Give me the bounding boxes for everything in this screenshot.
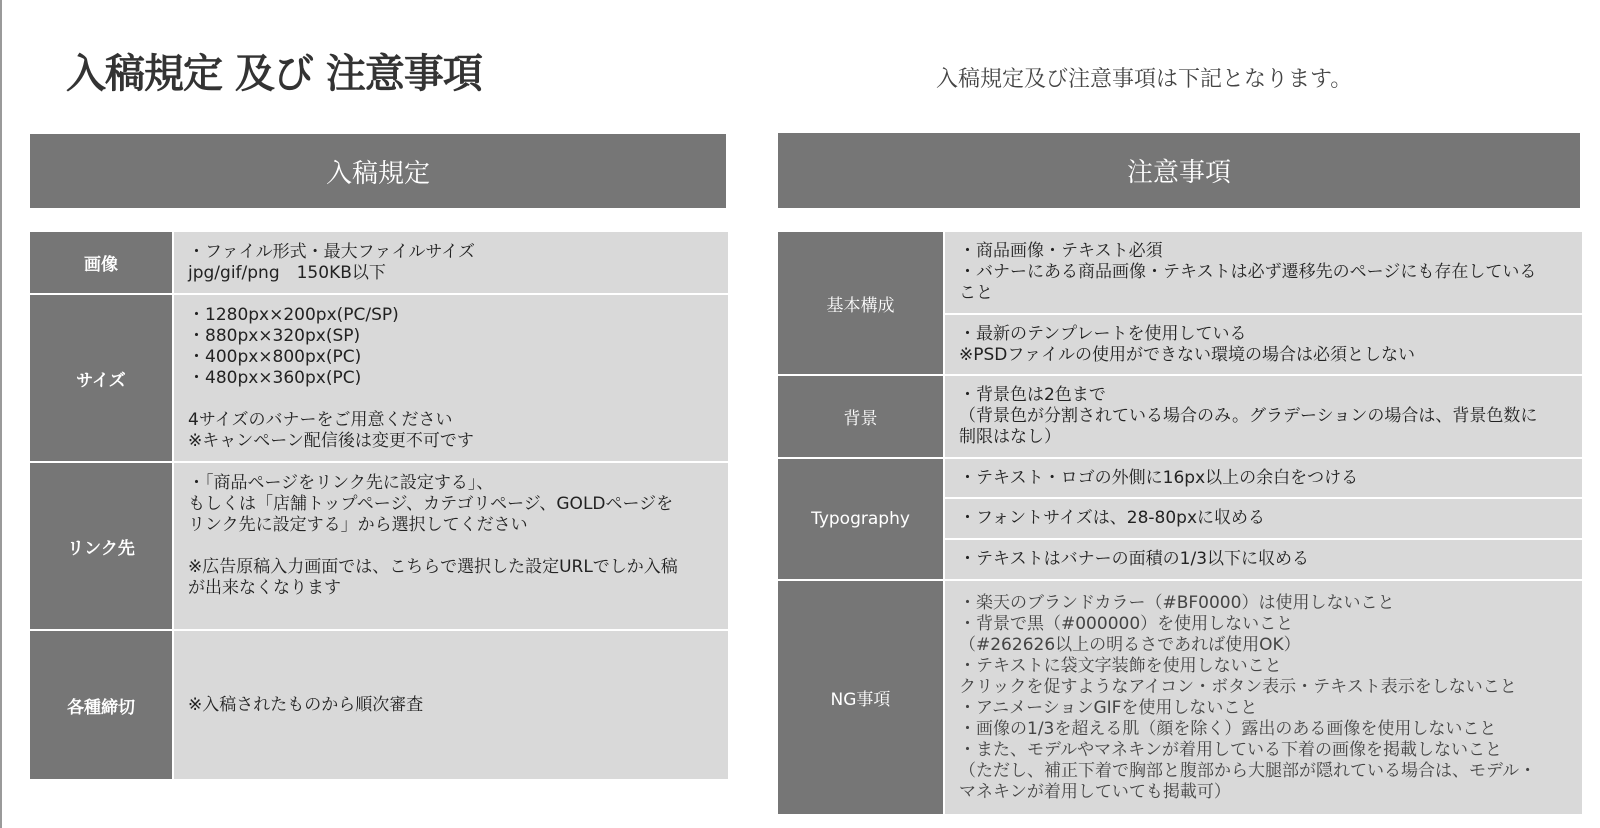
rules-row-deadline [29,630,729,780]
rules-link-line: が出来なくなります [188,578,341,598]
rules-row-image [29,231,729,294]
rules-content-size [173,294,729,462]
notes-row-background [777,375,1583,458]
notes-basic-line: ・バナーにある商品画像・テキストは必ず遷移先のページにも存在している [959,262,1537,282]
rules-link-line: ・「商品ページをリンク先に設定する」、 [188,473,494,493]
notes-heading: 注意事項 [1126,158,1231,188]
notes-content-typography-3 [944,539,1583,580]
notes-row-ng [777,580,1583,815]
notes-ng-line: ・画像の1/3を超える肌（顔を除く）露出のある画像を使用しないこと [959,718,1497,739]
notes-typography-line: ・フォントサイズは、28-80pxに収める [959,508,1266,528]
rules-link-line: もしくは「店舗トップページ、カテゴリページ、GOLDページを [188,494,674,514]
notes-content-typography-1 [944,458,1583,498]
notes-basic-line: ・最新のテンプレートを使用している [959,323,1247,344]
notes-ng-line: （ただし、補正下着で胸部と腹部から大腿部が隠れている場合は、モデル・ [959,760,1537,781]
rules-size-line: ・880px×320px(SP) [188,325,361,346]
notes-ng-line: （#262626以上の明るさであれば使用OK） [959,634,1301,655]
rules-content-deadline [173,630,729,780]
notes-basic-line: こと [959,283,993,303]
page-subtitle: 入稿規定及び注意事項は下記となります。 [936,67,1353,92]
rules-label-deadline: 各種締切 [29,630,173,780]
rules-label-image: 画像 [29,231,173,294]
rules-image-line: jpg/gif/png 150KB以下 [188,262,386,283]
notes-content-background [944,375,1583,458]
notes-row-basic-1 [777,231,1583,314]
notes-label-typography: Typography [777,458,944,580]
notes-basic-line: ※PSDファイルの使用ができない環境の場合は必須としない [959,344,1416,365]
rules-size-line: 4サイズのバナーをご用意ください [188,409,453,430]
rules-size-line: ・1280px×200px(PC/SP) [188,304,399,325]
rules-size-line: ・400px×800px(PC) [188,346,362,367]
notes-label-basic: 基本構成 [777,231,944,375]
notes-ng-line: クリックを促すようなアイコン・ボタン表示・テキスト表示をしないこと [959,676,1517,697]
rules-size-line: ※キャンペーン配信後は変更不可です [188,430,474,451]
notes-background-line: 制限はなし） [959,427,1061,447]
rules-link-line: ※広告原稿入力画面では、こちらで選択した設定URLでしか入稿 [188,557,678,577]
notes-content-basic-2 [944,314,1583,375]
notes-content-ng [944,580,1583,815]
notes-typography-line: ・テキスト・ロゴの外側に16px以上の余白をつける [959,467,1359,488]
rules-link-line: リンク先に設定する」から選択してください [188,515,528,535]
notes-content-typography-2 [944,498,1583,539]
notes-ng-line: ・また、モデルやマネキンが着用している下着の画像を掲載しないこと [959,739,1502,760]
notes-content-basic-1 [944,231,1583,314]
submission-rules-heading: 入稿規定 [325,158,430,189]
rules-row-size [29,294,729,462]
rules-label-link: リンク先 [29,462,173,630]
rules-image-line: ・ファイル形式・最大ファイルサイズ [188,241,475,262]
rules-link-line [188,536,716,557]
notes-ng-line: ・テキストに袋文字装飾を使用しないこと [959,655,1282,676]
notes-background-line: （背景色が分割されている場合のみ。グラデーションの場合は、背景色数に [959,406,1538,426]
notes-ng-line: ・アニメーションGIFを使用しないこと [959,697,1258,718]
rules-deadline-line: ※入稿されたものから順次審査 [188,694,424,715]
rules-content-link [173,462,729,630]
notes-ng-line: ・背景で黒（#000000）を使用しないこと [959,613,1294,634]
notes-header [778,133,1580,208]
submission-rules-table [28,230,730,781]
page-left-border [0,0,2,828]
rules-size-line: ・480px×360px(PC) [188,367,362,388]
notes-label-ng: NG事項 [777,580,944,815]
notes-typography-line: ・テキストはバナーの面積の1/3以下に収める [959,549,1310,569]
notes-row-typography-1 [777,458,1583,498]
notes-ng-line: マネキンが着用していても掲載可） [959,781,1231,802]
submission-rules-header [30,134,726,208]
rules-size-line [188,389,716,410]
notes-label-background: 背景 [777,375,944,458]
notes-table [776,230,1584,816]
notes-basic-line: ・商品画像・テキスト必須 [959,241,1163,261]
notes-background-line: ・背景色は2色まで [959,385,1106,405]
rules-row-link [29,462,729,630]
rules-label-size: サイズ [29,294,173,462]
page-title: 入稿規定 及び 注意事項 [66,51,482,97]
rules-content-image [173,231,729,294]
notes-ng-line: ・楽天のブランドカラー（#BF0000）は使用しないこと [959,592,1395,613]
